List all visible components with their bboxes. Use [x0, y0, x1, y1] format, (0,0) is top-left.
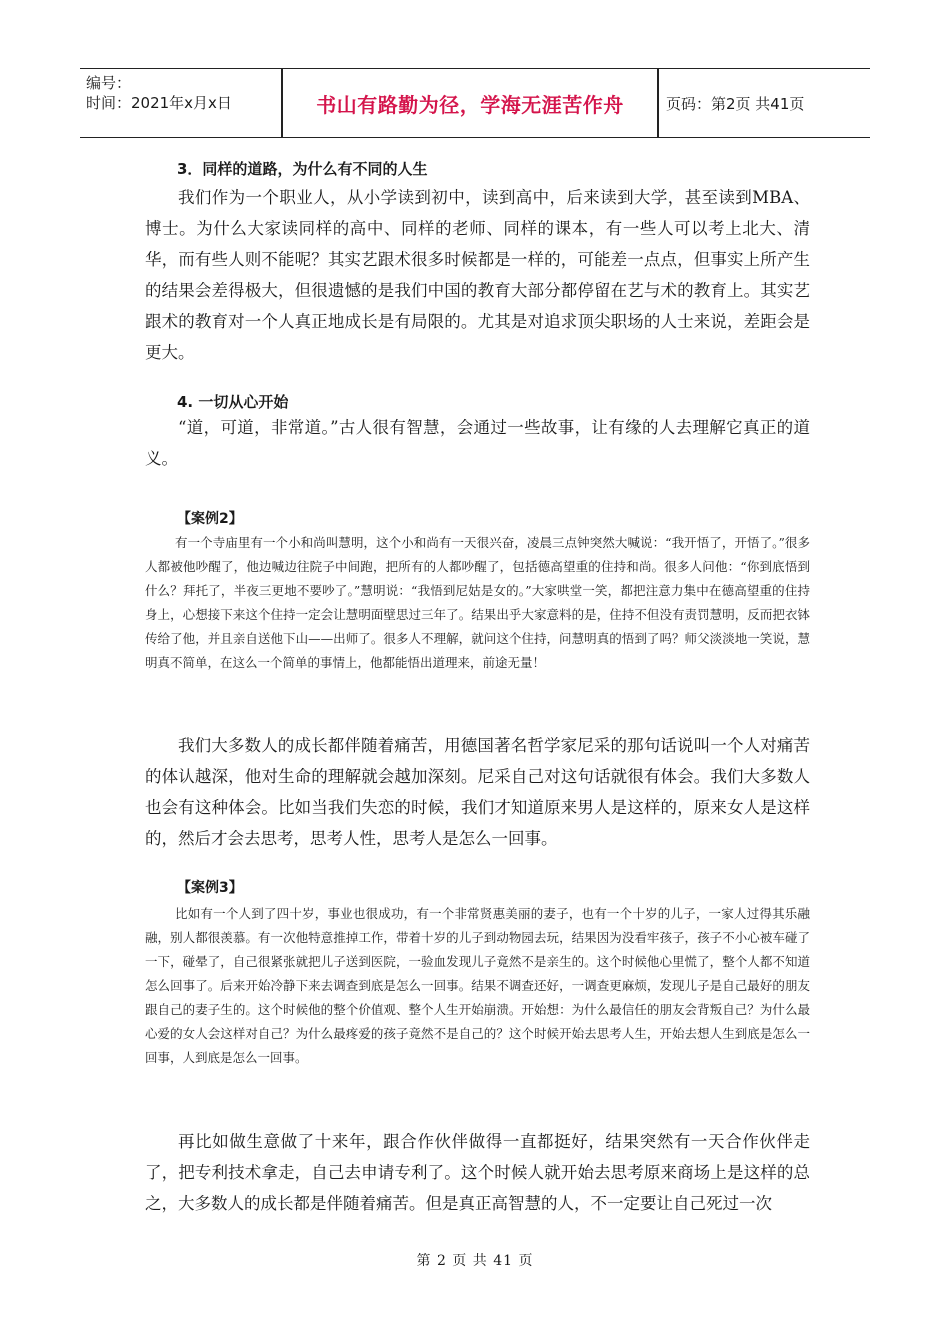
section-3-paragraph: 我们作为一个职业人，从小学读到初中，读到高中，后来读到大学，甚至读到MBA、博士。为什么大家读同样的高中、同样的老师、同样的课本，有一些人可以考上北大、清华，而有些人则不能呢？其实艺跟术很多时候都是一样的，可能差一点点，但事实上所产生的结果会差得极大，但很遗憾的是我们中国的教育大部分都停留在艺与术的教育上。其实艺跟术的教育对一个人真正地成长是有局限的。尤其是对追求顶尖职场的人士来说，差距会是更大。 [145, 188, 810, 362]
case-3-title: 【案例3】 [177, 880, 243, 896]
header-motto: 书山有路勤为径，学海无涯苦作舟 [316, 92, 624, 117]
case-3-text: 比如有一个人到了四十岁，事业也很成功，有一个非常贤惠美丽的妻子，也有一个十岁的儿子，一家人过得其乐融融，别人都很羡慕。有一次他特意推掉工作，带着十岁的儿子到动物园去玩，结果因为没看牢孩子，孩子不小心被车碰了一下，碰晕了，自己很紧张就把儿子送到医院，一验血发现儿子竟然不是亲生的。这个时候他心里慌了，整个人都不知道怎么回事了。后来开始冷静下来去调查到底是怎么一回事。结果不调查还好，一调查更麻烦，发现儿子是自己最好的朋友跟自己的妻子生的。这个时候他的整个价值观、整个人生开始崩溃。开始想：为什么最信任的朋友会背叛自己？为什么最心爱的女人会这样对自己？为什么最疼爱的孩子竟然不是自己的？这个时候开始去思考人生，开始去想人生到底是怎么一回事，人到底是怎么一回事。 [145, 906, 810, 1065]
section-3-heading: 3．同样的道路，为什么有不同的人生 [177, 160, 428, 178]
header-divider [657, 69, 659, 137]
suffering-paragraph: 我们大多数人的成长都伴随着痛苦，用德国著名哲学家尼采的那句话说叫一个人对痛苦的体认越深，他对生命的理解就会越加深刻。尼采自己对这句话就很有体会。我们大多数人也会有这种体会。比如当我们失恋的时候，我们才知道原来男人是这样的，原来女人是这样的，然后才会去思考，思考人性，思考人是怎么一回事。 [145, 736, 810, 848]
business-paragraph: 再比如做生意做了十来年，跟合作伙伴做得一直都挺好，结果突然有一天合作伙伴走了，把专利技术拿走，自己去申请专利了。这个时候人就开始去思考原来商场上是这样的总之，大多数人的成长都是伴随着痛苦。但是真正高智慧的人，不一定要让自己死过一次 [145, 1132, 810, 1213]
header-meta [86, 69, 281, 137]
page-footer: 第 2 页 共 41 页 [416, 1253, 534, 1269]
document-date: 时间：2021年x月x日 [86, 94, 232, 112]
case-2-title: 【案例2】 [177, 511, 243, 527]
document-number-label: 编号： [86, 74, 132, 92]
header-page-info: 页码：第2页 共41页 [666, 94, 805, 113]
case-2-text: 有一个寺庙里有一个小和尚叫慧明，这个小和尚有一天很兴奋，凌晨三点钟突然大喊说：“我开悟了，开悟了。”很多人都被他吵醒了，他边喊边往院子中间跑，把所有的人都吵醒了，包括德高望重的住持和尚。很多人问他：“你到底悟到什么？拜托了，半夜三更地不要吵了。”慧明说：“我悟到尼姑是女的。”大家哄堂一笑，都把注意力集中在德高望重的住持身上，心想接下来这个住持一定会让慧明面壁思过三年了。结果出乎大家意料的是，住持不但没有责罚慧明，反而把衣钵传给了他，并且亲自送他下山——出师了。很多人不理解，就问这个住持，问慧明真的悟到了吗？师父淡淡地一笑说，慧明真不简单，在这么一个简单的事情上，他都能悟出道理来，前途无量！ [145, 535, 810, 670]
section-4-paragraph: “道，可道，非常道。”古人很有智慧，会通过一些故事，让有缘的人去理解它真正的道义。 [145, 418, 810, 468]
section-4-heading: 4. 一切从心开始 [177, 393, 289, 411]
page-header [80, 68, 870, 138]
